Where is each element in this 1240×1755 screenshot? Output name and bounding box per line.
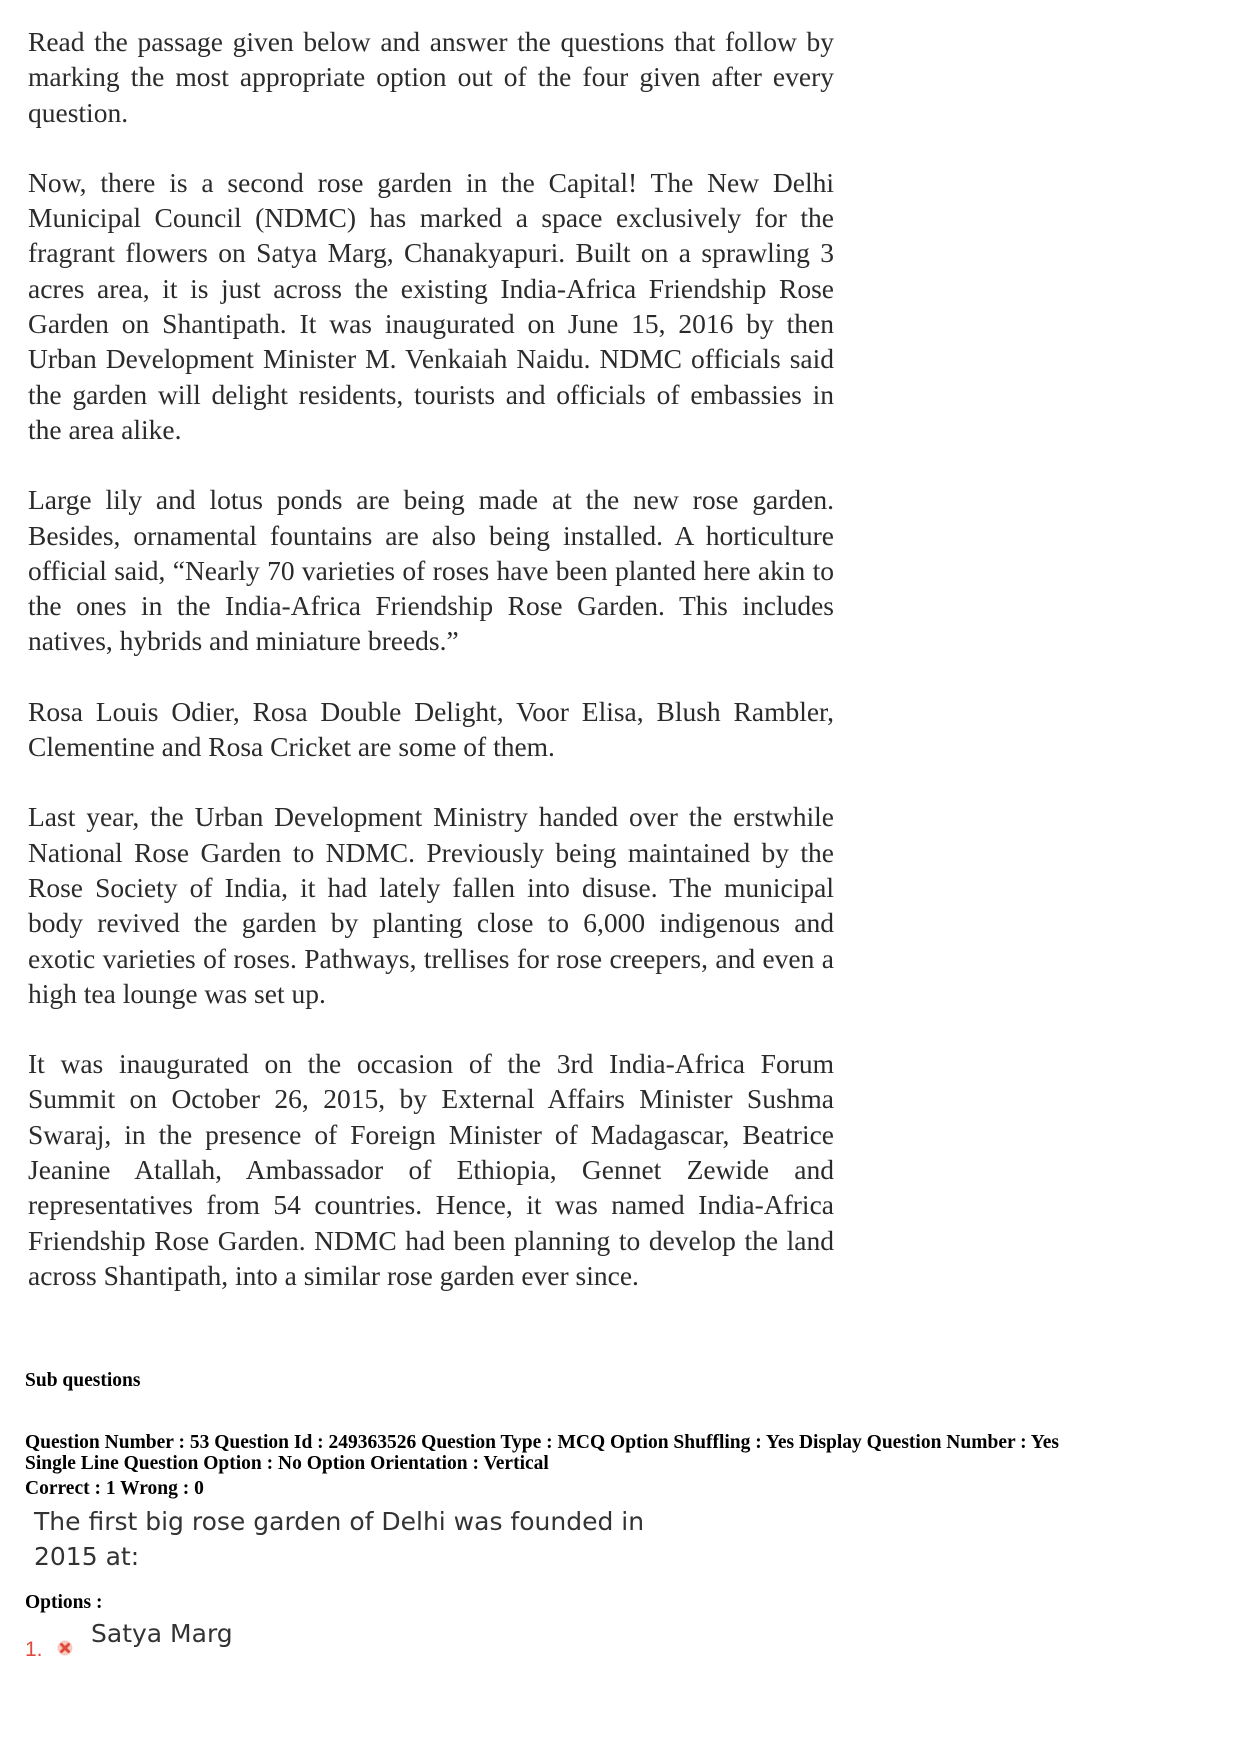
option-number: 1. xyxy=(25,1638,43,1661)
question-metadata-line: Single Line Question Option : No Option Orientation : Vertical xyxy=(25,1453,549,1474)
question-text xyxy=(34,1504,674,1574)
sub-questions-heading: Sub questions xyxy=(25,1370,141,1391)
passage-paragraph: Last year, the Urban Development Ministry handed over the erstwhile National Rose Garden to NDMC. Previously being maintained by the Rose Society of India, it had lately fallen into disuse. The municipal body revived the garden by planting close to 6,000 indigenous and exotic varieties of roses. Pathways, trellises for rose creepers, and even a high tea lounge was set up. xyxy=(28,801,834,1009)
marks-line: Correct : 1 Wrong : 0 xyxy=(25,1478,204,1499)
passage xyxy=(28,24,834,1293)
question-metadata-line: Question Number : 53 Question Id : 249363526 Question Type : MCQ Option Shuffling : Yes Display Question Number : Yes xyxy=(25,1432,1059,1453)
question-text-line: 2015 at: xyxy=(34,1542,140,1571)
wrong-cross-icon xyxy=(57,1640,73,1656)
question-text-line: The first big rose garden of Delhi was founded in xyxy=(34,1507,645,1536)
option-text: Satya Marg xyxy=(91,1619,233,1648)
question-metadata xyxy=(25,1432,1225,1474)
passage-paragraph: Now, there is a second rose garden in the Capital! The New Delhi Municipal Council (NDMC) has marked a space exclusively for the fragrant flowers on Satya Marg, Chanakyapuri. Built on a sprawling 3 acres area, it is just across the existing India-Africa Friendship Rose Garden on Shantipath. It was inaugurated on June 15, 2016 by then Urban Development Minister M. Venkaiah Naidu. NDMC officials said the garden will delight residents, tourists and officials of embassies in the area alike. xyxy=(28,166,834,445)
passage-paragraph: Large lily and lotus ponds are being made at the new rose garden. Besides, ornamental fountains are also being installed. A horticulture official said, “Nearly 70 varieties of roses have been planted here akin to the ones in the India-Africa Friendship Rose Garden. This includes natives, hybrids and miniature breeds.” xyxy=(28,484,834,657)
passage-paragraph: It was inaugurated on the occasion of the 3rd India-Africa Forum Summit on October 26, 2015, by External Affairs Minister Sushma Swaraj, in the presence of Foreign Minister of Madagascar, Beatrice Jeanine Atallah, Ambassador of Ethiopia, Gennet Zewide and representatives from 54 countries. Hence, it was named India-Africa Friendship Rose Garden. NDMC had been planning to develop the land across Shantipath, into a similar rose garden ever since. xyxy=(28,1048,834,1291)
passage-paragraph: Rosa Louis Odier, Rosa Double Delight, Voor Elisa, Blush Rambler, Clementine and Rosa Cricket are some of them. xyxy=(28,695,834,763)
options-heading: Options : xyxy=(25,1592,103,1613)
passage-paragraph-instructions: Read the passage given below and answer the questions that follow by marking the most appropriate option out of the four given after every question. xyxy=(28,26,834,128)
